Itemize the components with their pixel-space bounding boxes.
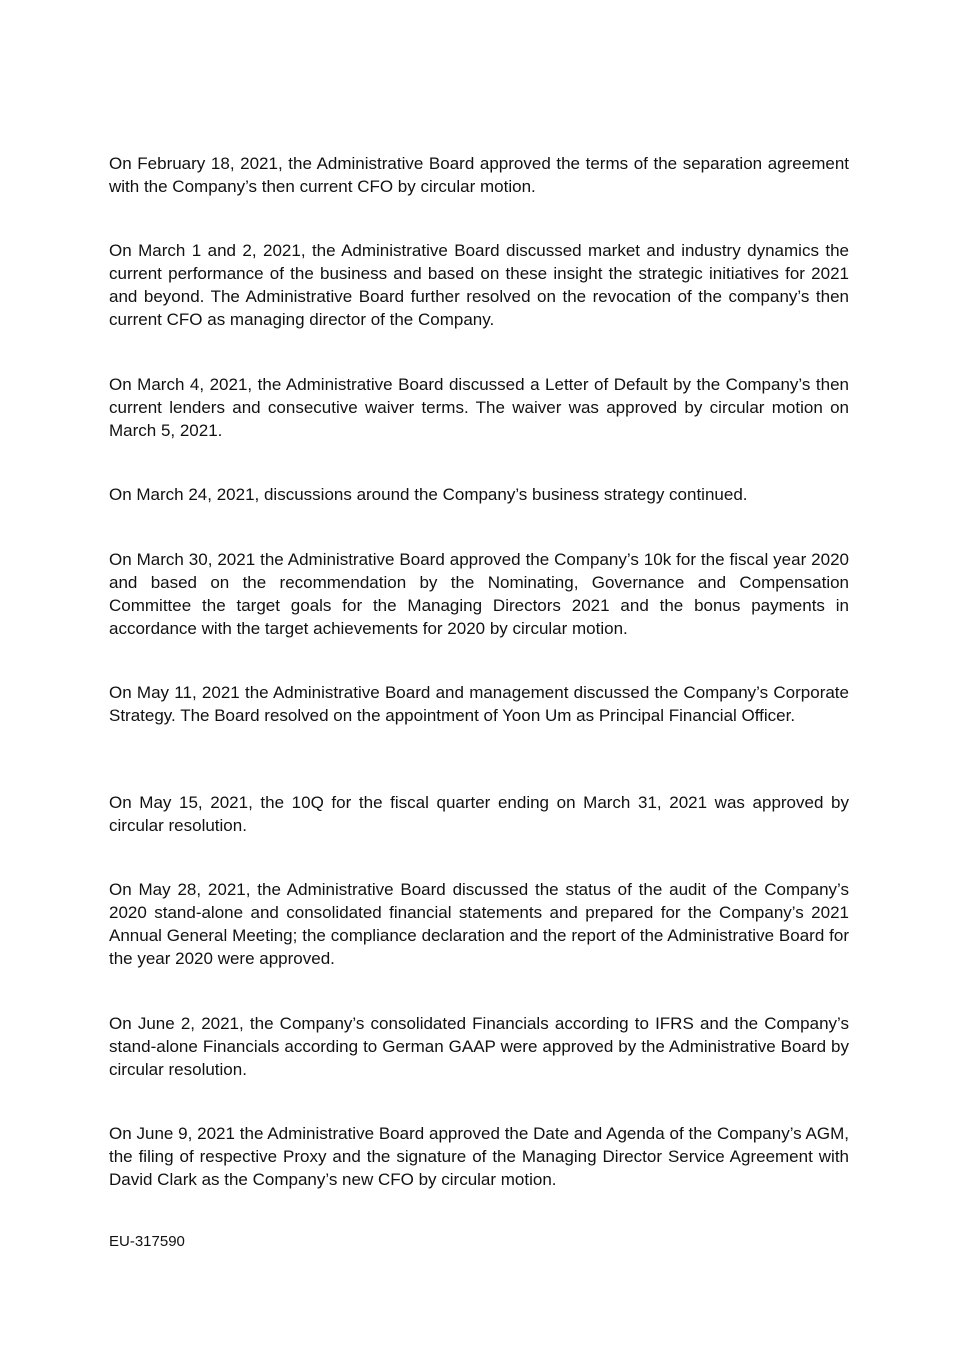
paragraph-may-15: On May 15, 2021, the 10Q for the fiscal quarter ending on March 31, 2021 was approved by circular resolution. bbox=[109, 793, 849, 835]
paragraph-may-11: On May 11, 2021 the Administrative Board and management discussed the Company’s Corporate Strategy. The Board resolved on the appointment of Yoon Um as Principal Financial Officer. bbox=[109, 683, 849, 725]
paragraph-mar-24: On March 24, 2021, discussions around the Company’s business strategy continued. bbox=[109, 485, 748, 504]
paragraph-mar-4: On March 4, 2021, the Administrative Board discussed a Letter of Default by the Company’s then current lenders and consecutive waiver terms. The waiver was approved by circular motion on March 5, 2021. bbox=[109, 375, 849, 440]
paragraph-mar-30: On March 30, 2021 the Administrative Board approved the Company’s 10k for the fiscal year 2020 and based on the recommendation by the Nominating, Governance and Compensation Committee the target goals for the Managing Directors 2021 and the bonus payments in accordance with the target achievements for 2020 by circular motion. bbox=[109, 550, 849, 638]
paragraph-jun-2: On June 2, 2021, the Company’s consolidated Financials according to IFRS and the Company’s stand-alone Financials according to German GAAP were approved by the Administrative Board by circular resolution. bbox=[109, 1014, 849, 1079]
document-footer-id: EU-317590 bbox=[109, 1233, 185, 1250]
paragraph-jun-9: On June 9, 2021 the Administrative Board approved the Date and Agenda of the Company’s AGM, the filing of respective Proxy and the signature of the Managing Director Service Agreement with David Clark as the Company’s new CFO by circular motion. bbox=[109, 1124, 849, 1189]
paragraph-may-28: On May 28, 2021, the Administrative Board discussed the status of the audit of the Company’s 2020 stand-alone and consolidated financial statements and prepared for the Company’s 2021 Annual General Meeting; the compliance declaration and the report of the Administrative Board for the year 2020 were approved. bbox=[109, 880, 849, 968]
paragraph-mar-1-2: On March 1 and 2, 2021, the Administrative Board discussed market and industry dynamics the current performance of the business and based on these insight the strategic initiatives for 2021 and beyond. The Administrative Board further resolved on the revocation of the company’s then current CFO as managing director of the Company. bbox=[109, 241, 849, 329]
paragraph-feb-18: On February 18, 2021, the Administrative Board approved the terms of the separation agreement with the Company’s then current CFO by circular motion. bbox=[109, 154, 849, 196]
